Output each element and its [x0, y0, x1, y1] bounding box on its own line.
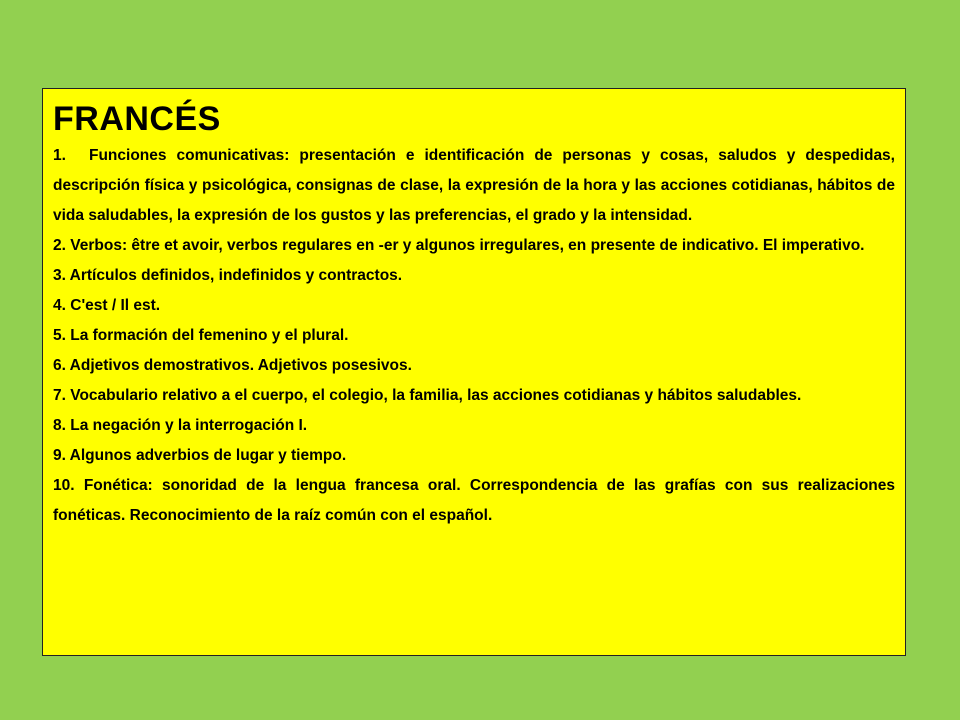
item-text: Fonética: sonoridad de la lengua francesa oral. Correspondencia de las grafías con sus realizaciones fonéticas. Reconocimiento de la raíz común con el español.	[53, 477, 895, 524]
item-text: Funciones comunicativas: presentación e identificación de personas y cosas, saludos y despedidas, descripción física y psicológica, consignas de clase, la expresión de la hora y las acciones cotidianas, hábitos de vida saludables, la expresión de los gustos y las preferencias, el grado y la intensidad.	[53, 147, 895, 224]
list-item	[53, 381, 895, 411]
content-box	[42, 88, 906, 656]
item-text: La negación y la interrogación I.	[70, 417, 308, 434]
item-number: 7.	[53, 387, 66, 404]
item-text: Vocabulario relativo a el cuerpo, el colegio, la familia, las acciones cotidianas y hábitos saludables.	[70, 387, 802, 404]
list-item	[53, 321, 895, 351]
item-number: 8.	[53, 417, 66, 434]
list-item	[53, 141, 895, 231]
item-text: Verbos: être et avoir, verbos regulares en -er y algunos irregulares, en presente de indicativo. El imperativo.	[70, 237, 865, 254]
item-number: 4.	[53, 297, 66, 314]
item-number: 3.	[53, 267, 66, 284]
list-item	[53, 411, 895, 441]
item-number: 6.	[53, 357, 66, 374]
list-item	[53, 351, 895, 381]
item-number: 5.	[53, 327, 66, 344]
item-text: Artículos definidos, indefinidos y contractos.	[69, 267, 403, 284]
item-number: 2.	[53, 237, 66, 254]
list-item	[53, 261, 895, 291]
item-text: C'est / Il est.	[70, 297, 161, 314]
item-number: 1.	[53, 147, 66, 164]
list-item	[53, 471, 895, 531]
item-text: Algunos adverbios de lugar y tiempo.	[69, 447, 347, 464]
item-number: 10.	[53, 477, 75, 494]
item-text: La formación del femenino y el plural.	[70, 327, 349, 344]
list-item	[53, 291, 895, 321]
item-number: 9.	[53, 447, 66, 464]
topic-list	[53, 141, 895, 531]
list-item	[53, 441, 895, 471]
list-item	[53, 231, 895, 261]
item-text: Adjetivos demostrativos. Adjetivos posesivos.	[69, 357, 412, 374]
slide-title: FRANCÉS	[53, 100, 221, 138]
